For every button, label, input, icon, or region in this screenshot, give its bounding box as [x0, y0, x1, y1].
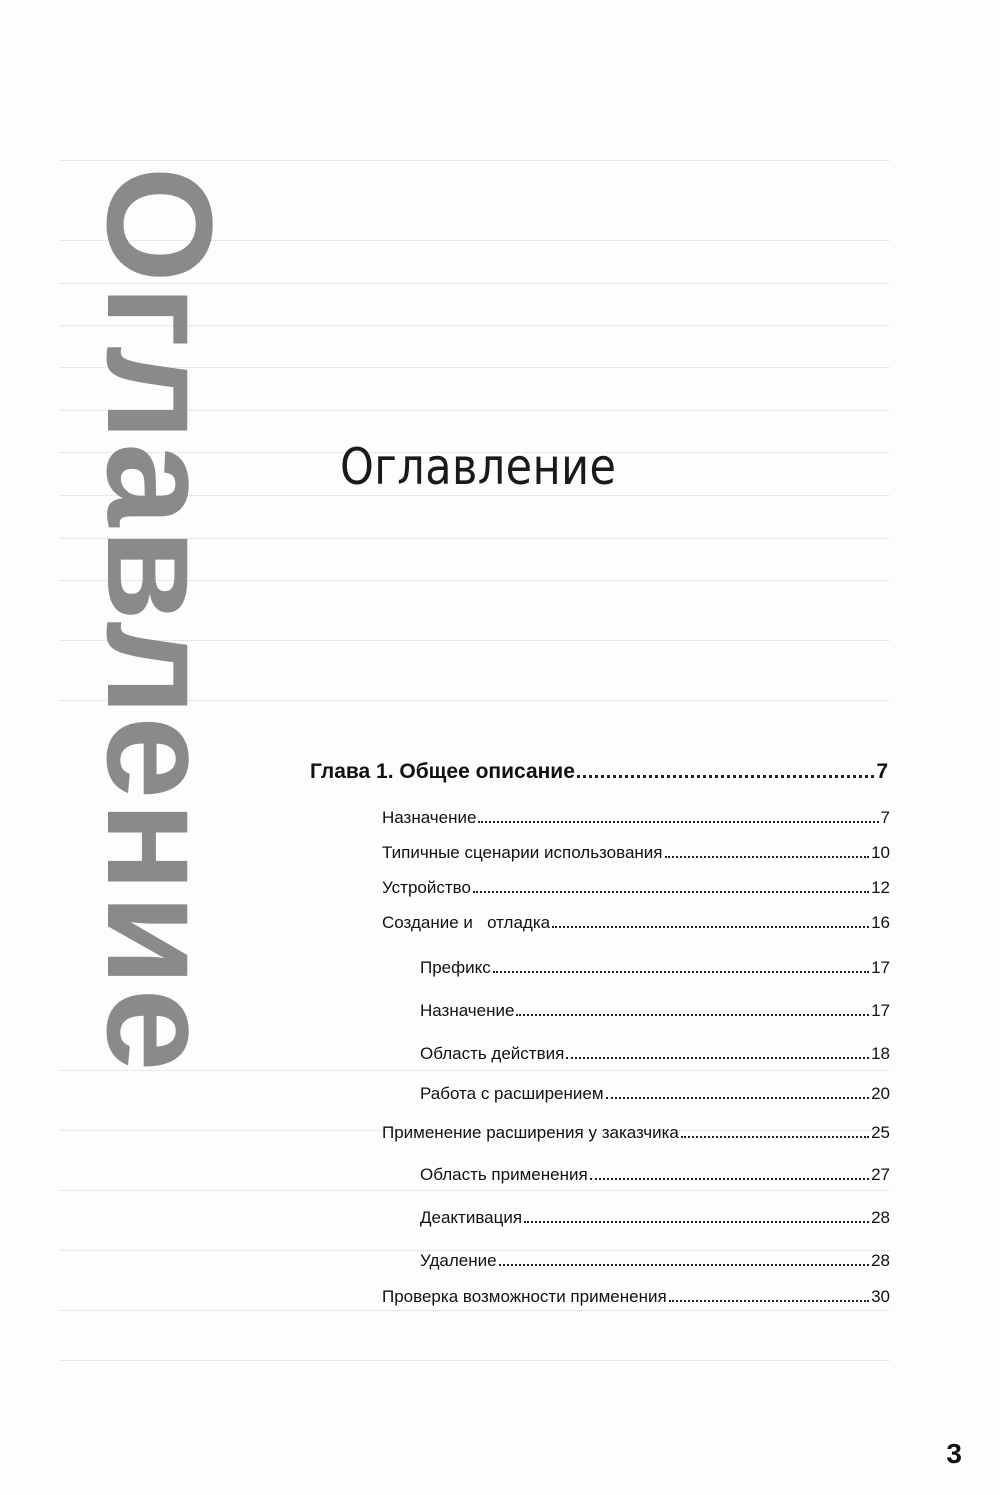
toc-entry-page: 28 [871, 1251, 890, 1270]
toc-entry[interactable] [382, 843, 890, 863]
toc-entry-page: 28 [871, 1208, 890, 1227]
leader-dots [590, 1178, 869, 1180]
toc-entry-page: 17 [871, 958, 890, 977]
toc-subentry[interactable] [420, 1001, 890, 1021]
toc-entry-label: Проверка возможности применения [382, 1287, 667, 1306]
page-title: Оглавление [340, 438, 617, 496]
toc-entry-label: Назначение [420, 1001, 515, 1020]
toc-chapter-1[interactable] [310, 760, 888, 784]
leader-dots [516, 1014, 869, 1016]
toc-entry[interactable] [382, 808, 890, 828]
toc-entry-label: Префикс [420, 958, 491, 977]
toc-entry-page: 12 [871, 878, 890, 897]
leader-dots [473, 891, 869, 893]
toc-chapter-page: 7 [876, 760, 888, 783]
toc-subentry[interactable] [420, 1165, 890, 1185]
toc-chapter-label: Глава 1. Общее описание [310, 760, 575, 783]
toc-entry-label: Применение расширения у заказчика [382, 1123, 679, 1142]
leader-dots [478, 821, 878, 823]
toc-entry[interactable] [382, 1123, 890, 1143]
leader-dots [606, 1097, 870, 1099]
toc-entry-page: 17 [871, 1001, 890, 1020]
toc-entry-label: Удаление [420, 1251, 497, 1270]
side-heading: Оглавление [76, 166, 244, 1074]
toc-entry-page: 30 [871, 1287, 890, 1306]
toc-entry-page: 25 [871, 1123, 890, 1142]
toc-entry-label: Устройство [382, 878, 471, 897]
leader-dots [665, 856, 870, 858]
toc-entry[interactable] [382, 1287, 890, 1307]
leader-dots [681, 1136, 869, 1138]
toc-entry-page: 18 [871, 1044, 890, 1063]
toc-entry-label: Деактивация [420, 1208, 523, 1227]
toc-entry-label: Область применения [420, 1165, 588, 1184]
toc-subentry[interactable] [420, 1251, 890, 1271]
leader-dots [524, 1221, 869, 1223]
toc-entry-label: Область действия [420, 1044, 565, 1063]
leader-dots [669, 1300, 869, 1302]
toc-entry-page: 27 [871, 1165, 890, 1184]
toc-subentry[interactable] [420, 1208, 890, 1228]
toc-entry-page: 7 [880, 808, 890, 827]
page-number: 3 [946, 1438, 962, 1469]
leader-dots [499, 1264, 870, 1266]
toc-subentry[interactable] [420, 1044, 890, 1064]
leader-dots [493, 971, 869, 973]
toc-entry[interactable] [382, 913, 890, 933]
toc-entry-label: Создание и отладка [382, 913, 551, 932]
toc-entry-page: 20 [871, 1084, 890, 1103]
toc-entry-label: Назначение [382, 808, 477, 827]
toc-entry-label: Работа с расширением [420, 1084, 604, 1103]
toc-entry-label: Типичные сценарии использования [382, 843, 663, 862]
leader-dots [552, 926, 869, 928]
leader-dots [577, 775, 874, 778]
toc-subentry[interactable] [420, 1084, 890, 1104]
toc-entry-page: 16 [871, 913, 890, 932]
toc-entry-page: 10 [871, 843, 890, 862]
toc-subentry[interactable] [420, 958, 890, 978]
leader-dots [566, 1057, 869, 1059]
toc-entry[interactable] [382, 878, 890, 898]
